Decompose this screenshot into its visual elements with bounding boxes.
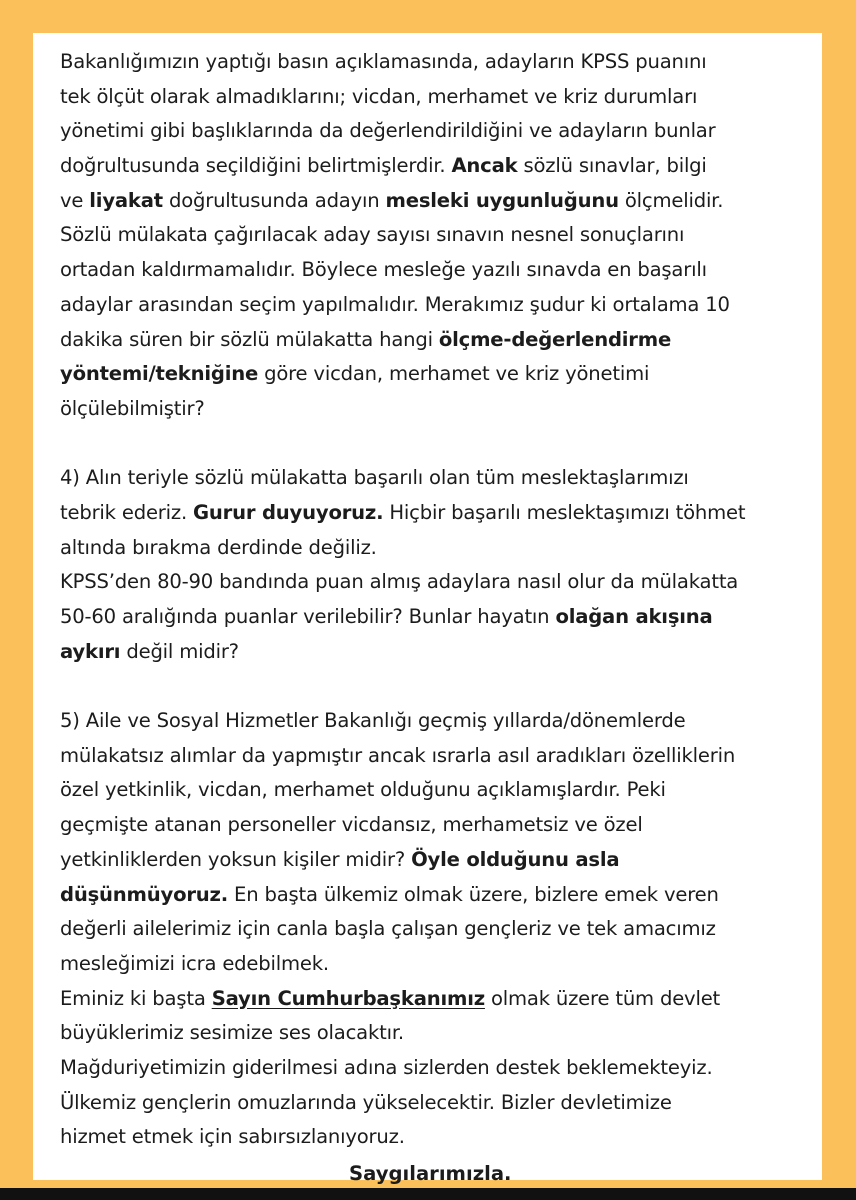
text-line — [60, 323, 822, 358]
emphasis-text: yöntemi/tekniğine — [60, 362, 259, 386]
body-text: ölçmelidir. — [618, 188, 724, 212]
emphasis-text: Ancak — [451, 154, 518, 178]
body-text: değil midir? — [120, 639, 239, 663]
body-text: mülakatsız alımlar da yapmıştır ancak ısrarla asıl aradıkları özelliklerin — [60, 743, 736, 767]
body-text: değerli ailelerimiz için canla başla çalışan gençleriz ve tek amacımız — [60, 917, 716, 941]
body-text: hizmet etmek için sabırsızlanıyoruz. — [60, 1125, 405, 1149]
paragraph-spacer — [60, 427, 822, 462]
body-text: Bakanlığımızın yaptığı basın açıklamasında, adayların KPSS puanını — [60, 50, 707, 73]
body-text: göre vicdan, merhamet ve kriz yönetimi — [258, 362, 650, 386]
paragraph-2 — [60, 461, 822, 669]
body-text: yönetimi gibi başlıklarında da değerlendirildiğini ve adayların bunlar — [60, 119, 716, 143]
body-text: adaylar arasından seçim yapılmalıdır. Merakımız şudur ki ortalama 10 — [60, 292, 730, 316]
body-text: ve — [60, 188, 90, 212]
text-line — [60, 357, 822, 392]
text-line — [60, 878, 822, 913]
text-line — [60, 80, 822, 115]
text-line — [60, 982, 822, 1017]
body-text: Sözlü mülakata çağırılacak aday sayısı sınavın nesnel sonuçlarını — [60, 223, 685, 247]
emphasis-text: Öyle olduğunu asla — [411, 847, 620, 871]
text-line — [60, 253, 822, 288]
paragraph-1 — [60, 45, 822, 427]
body-text: tek ölçüt olarak almadıklarını; vicdan, merhamet ve kriz durumları — [60, 84, 698, 108]
text-line — [60, 808, 822, 843]
body-text: ortadan kaldırmamalıdır. Böylece mesleğe yazılı sınavda en başarılı — [60, 258, 707, 282]
text-line — [60, 1086, 822, 1121]
body-text: Hiçbir başarılı meslektaşımızı töhmet — [383, 500, 746, 524]
body-text: geçmişte atanan personeller vicdansız, merhametsiz ve özel — [60, 813, 643, 837]
body-text: altında bırakma derdinde değiliz. — [60, 535, 377, 559]
text-line — [60, 1051, 822, 1086]
emphasis-text: Gurur duyuyoruz. — [193, 500, 384, 524]
paragraph-spacer — [60, 669, 822, 704]
body-text: dakika süren bir sözlü mülakatta hangi — [60, 327, 439, 351]
body-text: 50-60 aralığında puanlar verilebilir? Bunlar hayatın — [60, 605, 556, 628]
text-line — [60, 1120, 822, 1155]
text-line — [60, 1016, 822, 1051]
text-line — [60, 843, 822, 878]
text-line — [60, 531, 822, 566]
emphasis-underlined-text: Sayın Cumhurbaşkanımız — [211, 986, 485, 1010]
letter-card — [33, 33, 822, 1185]
emphasis-text: düşünmüyoruz. — [60, 882, 228, 906]
text-line — [60, 704, 822, 739]
emphasis-text: mesleki uygunluğunu — [385, 188, 619, 212]
body-text: tebrik ederiz. — [60, 500, 194, 524]
text-line — [60, 947, 822, 982]
text-line — [60, 635, 822, 670]
text-line — [60, 184, 822, 219]
signoff: Saygılarımızla. — [349, 1162, 512, 1185]
emphasis-text: liyakat — [89, 188, 163, 212]
body-text: sözlü sınavlar, bilgi — [517, 154, 707, 178]
body-text: olmak üzere tüm devlet — [484, 986, 721, 1010]
text-line — [60, 392, 822, 427]
text-line — [60, 565, 822, 600]
emphasis-text: aykırı — [60, 639, 121, 663]
text-line — [60, 496, 822, 531]
bottom-dark-strip — [0, 1188, 856, 1200]
text-line — [60, 218, 822, 253]
text-line — [60, 739, 822, 774]
body-text: büyüklerimiz sesimize ses olacaktır. — [60, 1021, 404, 1045]
body-text: KPSS’den 80-90 bandında puan almış adaylara nasıl olur da mülakatta — [60, 570, 739, 594]
text-line — [60, 45, 822, 80]
text-line — [60, 912, 822, 947]
body-text: En başta ülkemiz olmak üzere, bizlere emek veren — [228, 882, 719, 906]
text-line — [60, 149, 822, 184]
text-line — [60, 114, 822, 149]
body-text: yetkinliklerden yoksun kişiler midir? — [60, 847, 412, 871]
body-text: Eminiz ki başta — [60, 986, 212, 1010]
body-text: Mağduriyetimizin giderilmesi adına sizlerden destek beklemekteyiz. — [60, 1055, 713, 1079]
body-text: özel yetkinlik, vicdan, merhamet olduğunu açıklamışlardır. Peki — [60, 778, 666, 802]
text-line — [60, 288, 822, 323]
body-text: ölçülebilmiştir? — [60, 396, 205, 420]
body-text: doğrultusunda adayın — [162, 188, 386, 212]
body-text: 5) Aile ve Sosyal Hizmetler Bakanlığı geçmiş yıllarda/dönemlerde — [60, 709, 686, 733]
emphasis-text: olağan akışına — [555, 605, 713, 628]
text-line — [60, 461, 822, 496]
paragraph-3 — [60, 704, 822, 1155]
text-line — [60, 773, 822, 808]
body-text: mesleğimizi icra edebilmek. — [60, 951, 329, 975]
emphasis-text: ölçme-değerlendirme — [438, 327, 672, 351]
body-text: Ülkemiz gençlerin omuzlarında yükselecektir. Bizler devletimize — [60, 1090, 672, 1114]
body-text: 4) Alın teriyle sözlü mülakatta başarılı olan tüm meslektaşlarımızı — [60, 466, 689, 490]
text-line — [60, 600, 822, 635]
body-text: doğrultusunda seçildiğini belirtmişlerdir. — [60, 154, 452, 178]
